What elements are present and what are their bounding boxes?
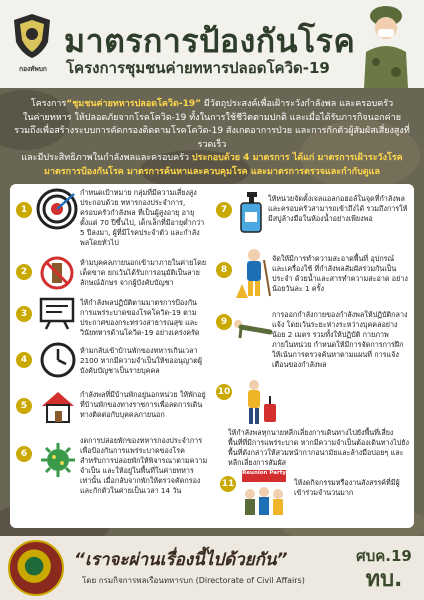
item-number: 5 [16, 398, 32, 414]
slogan: “เราจะผ่านเรื่องนี้ไปด้วยกัน” [74, 550, 288, 570]
pushup-exercise-icon [230, 316, 274, 340]
item-text: ให้หน่วยจัดตั้งเจลแอลกอฮอล์ในจุดที่กำลังพล และครอบครัวสามารถเข้าถึงได้ รวมถึงการให้มีสบู่ล้างมือในห้องน้ำอย่างเพียงพอ [268, 194, 408, 223]
badge-line2: ทบ. [365, 567, 403, 592]
target-icon [36, 188, 78, 230]
no-entry-icon [40, 256, 74, 290]
project-name: “ชุมชนค่ายทหารปลอดโควิด-19” [66, 99, 202, 109]
item-text: ให้งดกิจกรรมหรืองานสังสรรค์ที่มีผู้เข้าร่วมจำนวนมาก [294, 478, 400, 497]
item-number: 6 [16, 446, 32, 462]
clock-icon [40, 342, 76, 378]
intro-text: โครงการ [30, 99, 67, 109]
badge-line1: ศบค.19 [356, 547, 412, 565]
party-sign: Reunion Party [242, 470, 286, 476]
measures-text: ประกอบด้วย 4 มาตรการ ได้แก่ มาตรการเฝ้าระวังโรค [191, 153, 403, 163]
item-number: 10 [216, 384, 232, 400]
header [0, 0, 424, 88]
item-number: 11 [220, 476, 236, 492]
intro-text: และมีประสิทธิภาพในกำลังพลและครอบครัว [21, 153, 192, 163]
announcement-board-icon [38, 296, 76, 330]
item-text: ให้กำลังพลปฏิบัติตามมาตรการป้องกันการแพร่ระบาดของโรคโควิด-19 ตามประกาศของกระทรวงสาธารณสุข และวินัยทหารด้านโควิด-19 อย่างเคร่งครัด [80, 298, 200, 337]
page-title: มาตรการป้องกันโรค [64, 22, 356, 60]
item-number: 3 [16, 306, 32, 322]
byline: โดย กรมกิจการพลเรือนทหารบก (Directorate of Civil Affairs) [82, 576, 305, 585]
item-number: 1 [16, 202, 32, 218]
item-number: 9 [216, 314, 232, 330]
soldier-illustration-icon [356, 2, 416, 88]
traveler-icon [236, 378, 280, 428]
item-number: 4 [16, 352, 32, 368]
item-text: กำหนดเป้าหมาย กลุ่มที่มีความเสี่ยงสูง ประกอบด้วย ทหารกองประจำการ, ครอบครัวกำลังพล ที่เป็นผู้สูงอายุ อายุตั้งแต่ 70 ปีขึ้นไป, เด็กเล็กที่มีอายุต่ำกว่า 5 ปีลงมา, ผู้ที่มีโรคประจำตัว และกำลังพลโดยทั่วไป [80, 188, 205, 247]
item-text: ห้ามบุคคลภายนอกเข้ามาภายในค่ายโดยเด็ดขาด ยกเว้นได้รับการอนุมัติเป็นลายลักษณ์อักษร จากผู้บังคับบัญชา [80, 258, 207, 287]
measures-card [10, 184, 414, 528]
page-subtitle: โครงการชุมชนค่ายทหารปลอดโควิด-19 [66, 59, 330, 77]
hand-sanitizer-icon [238, 190, 264, 234]
item-text: ให้กำลังพลทุกนายหลีกเลี่ยงการเดินทางไปยังพื้นที่เสี่ยง พื้นที่ที่มีการแพร่ระบาด หากมีความจำเป็นต้องเดินทางไปยังพื้นที่ดังกล่าวให้สวมหน้ากากอนามัยและล้างมือบ่อยๆ และหลีกเลี่ยงการสัมผัส [228, 428, 409, 467]
item-text: ห้ามกลับเข้าบ้านพักของทหารเกินเวลา 2100 หากมีความจำเป็นให้ขออนุญาตผู้บังคับบัญชาเป็นรายบุคคล [80, 346, 202, 375]
item-number: 2 [16, 264, 32, 280]
intro-text: รวมถึงเพื่อสร้างระบบการคัดกรองติดตามโรคโควิด-19 สังเกตอาการป่วย และการกักตัวผู้สัมผัสเสี่ยงสูงที่รวดเร็ว [14, 126, 410, 150]
item-number: 8 [216, 262, 232, 278]
cleaning-worker-icon [232, 246, 276, 300]
item-text: งดการปล่อยพักของทหารกองประจำการเพื่อป้องกันการแพร่ระบาดของโรค สำหรับการปล่อยพักให้พิจารณาตามความจำเป็น และให้อยู่ในพื้นที่ในค่ายทหารเท่านั้น เมื่อกลับจากพักให้ตรวจคัดกรองและกักตัวในค่ายเป็นเวลา 14 วัน [80, 436, 208, 495]
logo-text: กองทัพบก [19, 65, 47, 73]
item-text: จัดให้มีการทำความสะอาดพื้นที่ อุปกรณ์ และเครื่องใช้ ที่กำลังพลสัมผัสร่วมกันเป็นประจำ ด้วยน้ำและสารทำความสะอาด อย่างน้อยวันละ 1 ครั้ง [272, 254, 408, 293]
house-icon [38, 388, 78, 424]
item-number: 7 [216, 202, 232, 218]
item-text: กำลังพลที่มีบ้านพักอยู่นอกหน่วย ให้พักอยู่ที่บ้านพักของทางราชการเพื่อลดการเดินทางติดต่อกับบุคคลภายนอก [80, 390, 206, 419]
measures-text: มาตรการป้องกันโรค มาตรการค้นหาและควบคุมโรค และมาตรการตรวจและกำกับดูแล [44, 166, 380, 177]
army-logo-icon [12, 12, 52, 60]
intro-text: มีวัตถุประสงค์เพื่อเฝ้าระวังกำลังพล และครอบครัว [201, 99, 394, 109]
virus-icon [38, 440, 78, 480]
intro-text: ในค่ายทหาร ให้ปลอดภัยจากโรคโควิด-19 ทั้งในการใช้ชีวิตตามปกติ และเมื่อได้รับภารกิจนอกค่าย [22, 112, 402, 123]
intro-paragraph [0, 94, 424, 180]
item-text: การออกกำลังกายของกำลังพลให้ปฏิบัติกลางแจ้ง โดยเว้นระยะห่างระหว่างบุคคลอย่างน้อย 2 เมตร รวมทั้งให้ปฏิบัติ กายภาพ ภายในหน่วย กำหนดให้มีการจัดการการฝึกให้เน้นการตรวจค้นหาตามแผนที่ การแจ้งเตือนของกำลังพล [272, 310, 408, 369]
cca-badge [348, 544, 420, 596]
civil-affairs-emblem-icon [8, 540, 64, 596]
